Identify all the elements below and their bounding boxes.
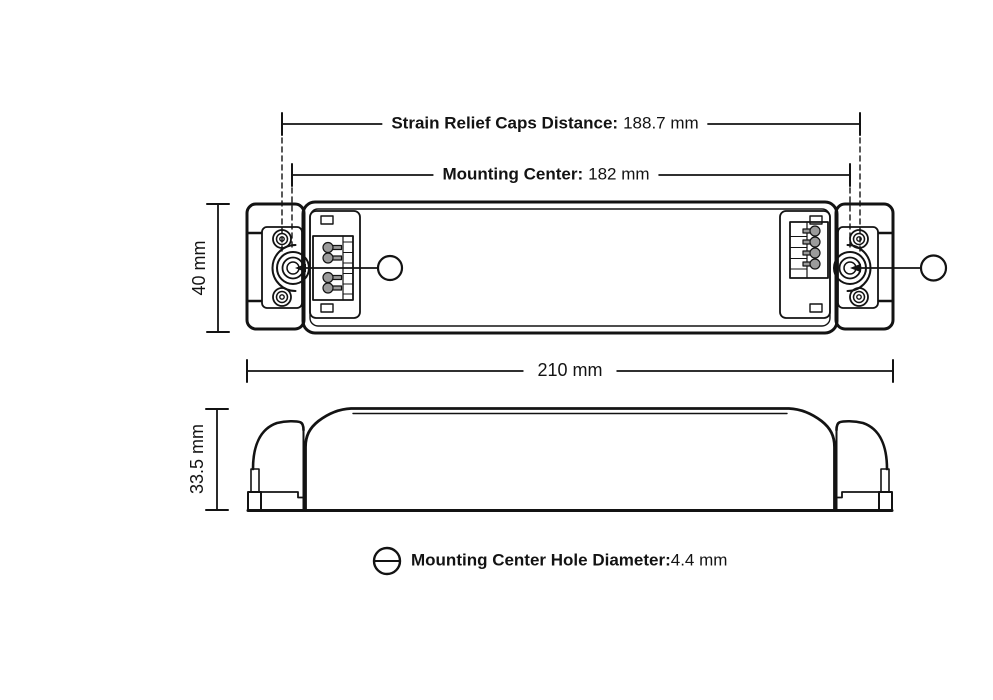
mounting-hole-callout-icon: [378, 256, 402, 280]
hole-diameter-title: Mounting Center Hole Diameter:: [411, 550, 671, 570]
dim-profile-height: [206, 409, 228, 510]
mounting-hole-note-icon: [374, 548, 400, 574]
strain-relief-distance-title: Strain Relief Caps Distance:: [391, 113, 619, 133]
strain-relief-distance-label: [382, 115, 707, 134]
side-left-cap: [248, 421, 304, 510]
side-body: [306, 409, 835, 511]
mounting-center-value: 182 mm: [588, 164, 650, 184]
left-terminal-block: [310, 211, 360, 318]
hole-diameter-value: 4.4 mm: [670, 550, 728, 570]
profile-height-label: 33.5 mm: [187, 423, 208, 495]
top-view: [247, 202, 946, 333]
strain-relief-distance-value: 188.7 mm: [623, 113, 699, 133]
body-width-label: 40 mm: [189, 240, 210, 296]
mounting-center-title: Mounting Center:: [442, 164, 584, 184]
right-terminal-block: [780, 211, 830, 318]
mounting-hole-callout-icon: [921, 256, 946, 281]
hole-diameter-note: [411, 551, 727, 571]
overall-length-label: 210 mm: [523, 361, 616, 381]
left-hole-callout: [295, 256, 402, 280]
side-view: [248, 409, 892, 511]
mounting-center-label: [433, 166, 658, 185]
right-strain-relief-cap: [834, 204, 893, 329]
side-right-cap: [837, 421, 893, 510]
dim-body-width: [207, 204, 229, 332]
